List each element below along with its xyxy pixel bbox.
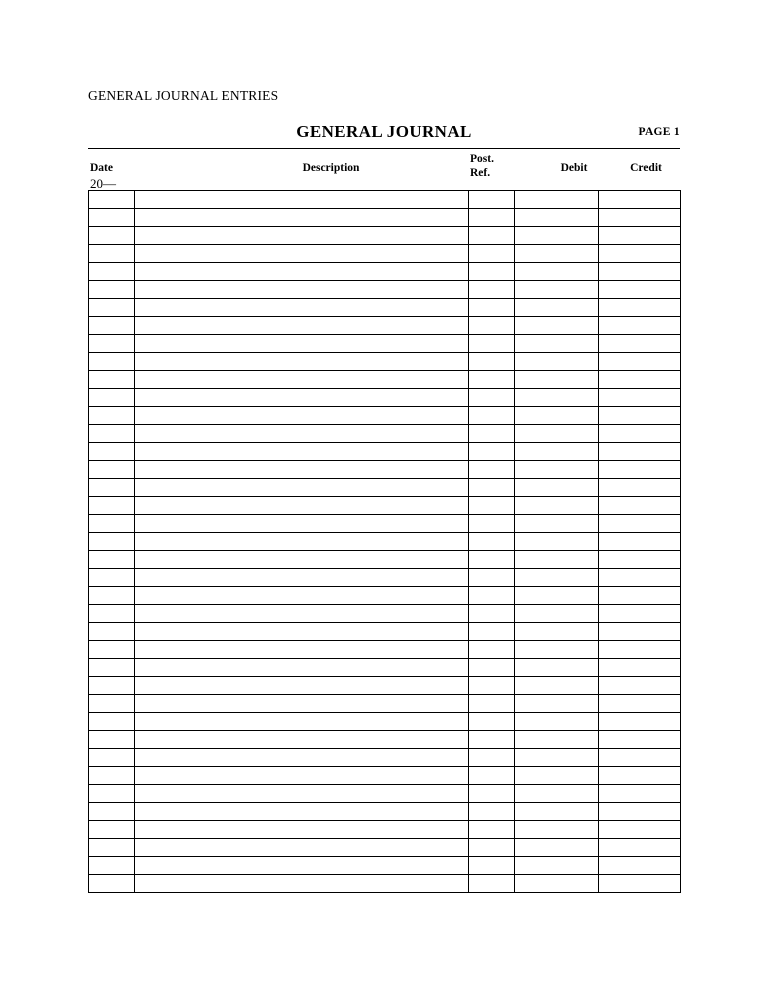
table-cell-description[interactable] xyxy=(135,857,469,875)
table-cell-description[interactable] xyxy=(135,461,469,479)
table-cell-post-ref[interactable] xyxy=(469,749,515,767)
table-row[interactable] xyxy=(89,803,681,821)
table-row[interactable] xyxy=(89,767,681,785)
table-cell-post-ref[interactable] xyxy=(469,767,515,785)
table-cell-credit[interactable] xyxy=(599,749,681,767)
table-cell-debit[interactable] xyxy=(515,623,599,641)
table-cell-post-ref[interactable] xyxy=(469,317,515,335)
table-cell-date[interactable] xyxy=(89,749,135,767)
table-row[interactable] xyxy=(89,641,681,659)
table-cell-credit[interactable] xyxy=(599,695,681,713)
table-cell-date[interactable] xyxy=(89,803,135,821)
table-cell-post-ref[interactable] xyxy=(469,839,515,857)
table-cell-debit[interactable] xyxy=(515,227,599,245)
table-cell-post-ref[interactable] xyxy=(469,281,515,299)
table-cell-credit[interactable] xyxy=(599,299,681,317)
table-cell-debit[interactable] xyxy=(515,605,599,623)
table-cell-credit[interactable] xyxy=(599,569,681,587)
table-cell-debit[interactable] xyxy=(515,407,599,425)
table-cell-credit[interactable] xyxy=(599,875,681,893)
table-cell-description[interactable] xyxy=(135,335,469,353)
table-cell-description[interactable] xyxy=(135,425,469,443)
table-cell-post-ref[interactable] xyxy=(469,209,515,227)
table-cell-date[interactable] xyxy=(89,569,135,587)
table-cell-post-ref[interactable] xyxy=(469,263,515,281)
table-cell-post-ref[interactable] xyxy=(469,821,515,839)
table-cell-debit[interactable] xyxy=(515,299,599,317)
table-cell-credit[interactable] xyxy=(599,245,681,263)
title-row xyxy=(88,122,680,144)
table-cell-date[interactable] xyxy=(89,209,135,227)
table-row[interactable] xyxy=(89,695,681,713)
year-prefix-label: 20— xyxy=(90,176,116,191)
table-row[interactable] xyxy=(89,677,681,695)
table-cell-post-ref[interactable] xyxy=(469,605,515,623)
table-cell-debit[interactable] xyxy=(515,317,599,335)
table-cell-debit[interactable] xyxy=(515,461,599,479)
table-cell-debit[interactable] xyxy=(515,695,599,713)
table-cell-debit[interactable] xyxy=(515,713,599,731)
table-cell-date[interactable] xyxy=(89,785,135,803)
table-cell-credit[interactable] xyxy=(599,317,681,335)
table-cell-post-ref[interactable] xyxy=(469,857,515,875)
table-cell-credit[interactable] xyxy=(599,389,681,407)
table-cell-debit[interactable] xyxy=(515,245,599,263)
table-row[interactable] xyxy=(89,785,681,803)
table-cell-post-ref[interactable] xyxy=(469,227,515,245)
table-cell-credit[interactable] xyxy=(599,857,681,875)
table-cell-post-ref[interactable] xyxy=(469,569,515,587)
table-cell-description[interactable] xyxy=(135,551,469,569)
table-cell-post-ref[interactable] xyxy=(469,461,515,479)
table-cell-date[interactable] xyxy=(89,839,135,857)
table-cell-post-ref[interactable] xyxy=(469,335,515,353)
table-cell-description[interactable] xyxy=(135,731,469,749)
table-cell-credit[interactable] xyxy=(599,335,681,353)
table-cell-debit[interactable] xyxy=(515,569,599,587)
table-cell-debit[interactable] xyxy=(515,803,599,821)
table-cell-debit[interactable] xyxy=(515,515,599,533)
table-cell-post-ref[interactable] xyxy=(469,587,515,605)
table-row[interactable] xyxy=(89,245,681,263)
table-cell-description[interactable] xyxy=(135,407,469,425)
table-row[interactable] xyxy=(89,515,681,533)
page-number-label: PAGE 1 xyxy=(638,126,680,138)
table-cell-credit[interactable] xyxy=(599,353,681,371)
table-cell-credit[interactable] xyxy=(599,461,681,479)
table-cell-debit[interactable] xyxy=(515,335,599,353)
table-cell-date[interactable] xyxy=(89,533,135,551)
table-cell-date[interactable] xyxy=(89,641,135,659)
table-cell-description[interactable] xyxy=(135,803,469,821)
table-cell-credit[interactable] xyxy=(599,407,681,425)
table-cell-credit[interactable] xyxy=(599,443,681,461)
table-cell-description[interactable] xyxy=(135,389,469,407)
table-cell-credit[interactable] xyxy=(599,821,681,839)
table-cell-credit[interactable] xyxy=(599,839,681,857)
table-cell-debit[interactable] xyxy=(515,587,599,605)
table-cell-description[interactable] xyxy=(135,767,469,785)
table-cell-post-ref[interactable] xyxy=(469,875,515,893)
table-cell-debit[interactable] xyxy=(515,389,599,407)
table-cell-date[interactable] xyxy=(89,713,135,731)
table-cell-date[interactable] xyxy=(89,299,135,317)
column-header-date: Date xyxy=(90,162,113,174)
table-cell-post-ref[interactable] xyxy=(469,623,515,641)
table-cell-date[interactable] xyxy=(89,695,135,713)
column-headers xyxy=(88,150,680,190)
table-cell-date[interactable] xyxy=(89,407,135,425)
table-cell-debit[interactable] xyxy=(515,677,599,695)
table-cell-date[interactable] xyxy=(89,263,135,281)
table-row[interactable] xyxy=(89,353,681,371)
table-cell-post-ref[interactable] xyxy=(469,353,515,371)
table-cell-description[interactable] xyxy=(135,209,469,227)
table-cell-debit[interactable] xyxy=(515,281,599,299)
table-row[interactable] xyxy=(89,623,681,641)
table-cell-credit[interactable] xyxy=(599,371,681,389)
table-row[interactable] xyxy=(89,317,681,335)
table-cell-credit[interactable] xyxy=(599,533,681,551)
table-cell-credit[interactable] xyxy=(599,767,681,785)
column-header-credit: Credit xyxy=(630,162,662,174)
table-cell-debit[interactable] xyxy=(515,191,599,209)
table-row[interactable] xyxy=(89,857,681,875)
table-cell-date[interactable] xyxy=(89,875,135,893)
table-cell-debit[interactable] xyxy=(515,551,599,569)
table-row[interactable] xyxy=(89,407,681,425)
table-row[interactable] xyxy=(89,479,681,497)
table-cell-credit[interactable] xyxy=(599,551,681,569)
table-cell-description[interactable] xyxy=(135,443,469,461)
table-cell-description[interactable] xyxy=(135,191,469,209)
table-row[interactable] xyxy=(89,299,681,317)
table-cell-debit[interactable] xyxy=(515,767,599,785)
table-row[interactable] xyxy=(89,497,681,515)
table-cell-date[interactable] xyxy=(89,605,135,623)
table-cell-post-ref[interactable] xyxy=(469,515,515,533)
table-cell-debit[interactable] xyxy=(515,857,599,875)
table-cell-post-ref[interactable] xyxy=(469,659,515,677)
table-cell-credit[interactable] xyxy=(599,497,681,515)
table-cell-description[interactable] xyxy=(135,839,469,857)
table-cell-date[interactable] xyxy=(89,821,135,839)
table-cell-date[interactable] xyxy=(89,371,135,389)
table-cell-credit[interactable] xyxy=(599,659,681,677)
table-cell-post-ref[interactable] xyxy=(469,551,515,569)
table-row[interactable] xyxy=(89,605,681,623)
table-cell-date[interactable] xyxy=(89,677,135,695)
table-cell-date[interactable] xyxy=(89,857,135,875)
table-cell-description[interactable] xyxy=(135,875,469,893)
table-cell-description[interactable] xyxy=(135,641,469,659)
table-cell-post-ref[interactable] xyxy=(469,731,515,749)
table-cell-post-ref[interactable] xyxy=(469,785,515,803)
table-cell-credit[interactable] xyxy=(599,425,681,443)
table-cell-credit[interactable] xyxy=(599,587,681,605)
table-cell-date[interactable] xyxy=(89,551,135,569)
table-cell-description[interactable] xyxy=(135,353,469,371)
table-cell-description[interactable] xyxy=(135,281,469,299)
table-cell-debit[interactable] xyxy=(515,821,599,839)
table-row[interactable] xyxy=(89,875,681,893)
table-row[interactable] xyxy=(89,821,681,839)
table-cell-debit[interactable] xyxy=(515,533,599,551)
table-cell-post-ref[interactable] xyxy=(469,191,515,209)
table-cell-post-ref[interactable] xyxy=(469,425,515,443)
table-row[interactable] xyxy=(89,839,681,857)
table-cell-credit[interactable] xyxy=(599,785,681,803)
table-cell-post-ref[interactable] xyxy=(469,479,515,497)
table-cell-credit[interactable] xyxy=(599,713,681,731)
table-cell-date[interactable] xyxy=(89,353,135,371)
table-cell-date[interactable] xyxy=(89,245,135,263)
table-cell-description[interactable] xyxy=(135,227,469,245)
table-cell-post-ref[interactable] xyxy=(469,245,515,263)
table-cell-description[interactable] xyxy=(135,605,469,623)
table-cell-debit[interactable] xyxy=(515,731,599,749)
table-cell-description[interactable] xyxy=(135,695,469,713)
table-cell-description[interactable] xyxy=(135,497,469,515)
table-cell-description[interactable] xyxy=(135,515,469,533)
table-cell-credit[interactable] xyxy=(599,515,681,533)
table-cell-post-ref[interactable] xyxy=(469,443,515,461)
table-cell-date[interactable] xyxy=(89,767,135,785)
table-cell-credit[interactable] xyxy=(599,605,681,623)
table-row[interactable] xyxy=(89,281,681,299)
table-cell-credit[interactable] xyxy=(599,641,681,659)
table-row[interactable] xyxy=(89,263,681,281)
table-cell-description[interactable] xyxy=(135,245,469,263)
column-header-debit: Debit xyxy=(560,162,588,174)
table-cell-debit[interactable] xyxy=(515,209,599,227)
table-row[interactable] xyxy=(89,749,681,767)
table-cell-credit[interactable] xyxy=(599,227,681,245)
table-cell-description[interactable] xyxy=(135,713,469,731)
table-row[interactable] xyxy=(89,227,681,245)
table-cell-description[interactable] xyxy=(135,677,469,695)
table-cell-credit[interactable] xyxy=(599,803,681,821)
table-cell-date[interactable] xyxy=(89,497,135,515)
table-cell-credit[interactable] xyxy=(599,677,681,695)
table-cell-date[interactable] xyxy=(89,659,135,677)
column-header-description: Description xyxy=(302,162,360,174)
table-cell-credit[interactable] xyxy=(599,209,681,227)
table-cell-credit[interactable] xyxy=(599,731,681,749)
table-row[interactable] xyxy=(89,191,681,209)
table-cell-debit[interactable] xyxy=(515,371,599,389)
journal-entry-table xyxy=(88,190,681,893)
title-divider xyxy=(88,148,680,149)
table-row[interactable] xyxy=(89,713,681,731)
table-row[interactable] xyxy=(89,209,681,227)
table-row[interactable] xyxy=(89,461,681,479)
table-cell-description[interactable] xyxy=(135,371,469,389)
table-cell-post-ref[interactable] xyxy=(469,497,515,515)
table-cell-date[interactable] xyxy=(89,425,135,443)
table-cell-date[interactable] xyxy=(89,335,135,353)
table-cell-debit[interactable] xyxy=(515,839,599,857)
table-cell-debit[interactable] xyxy=(515,479,599,497)
table-cell-description[interactable] xyxy=(135,533,469,551)
table-row[interactable] xyxy=(89,731,681,749)
table-cell-post-ref[interactable] xyxy=(469,803,515,821)
table-cell-date[interactable] xyxy=(89,317,135,335)
table-cell-post-ref[interactable] xyxy=(469,407,515,425)
table-cell-description[interactable] xyxy=(135,587,469,605)
table-cell-post-ref[interactable] xyxy=(469,695,515,713)
table-cell-description[interactable] xyxy=(135,659,469,677)
table-cell-description[interactable] xyxy=(135,263,469,281)
table-cell-date[interactable] xyxy=(89,461,135,479)
table-cell-date[interactable] xyxy=(89,731,135,749)
table-row[interactable] xyxy=(89,425,681,443)
table-row[interactable] xyxy=(89,659,681,677)
table-cell-debit[interactable] xyxy=(515,785,599,803)
table-row[interactable] xyxy=(89,569,681,587)
table-cell-description[interactable] xyxy=(135,317,469,335)
table-row[interactable] xyxy=(89,443,681,461)
table-cell-date[interactable] xyxy=(89,191,135,209)
table-cell-debit[interactable] xyxy=(515,497,599,515)
table-cell-description[interactable] xyxy=(135,821,469,839)
table-cell-debit[interactable] xyxy=(515,425,599,443)
table-cell-date[interactable] xyxy=(89,623,135,641)
table-cell-debit[interactable] xyxy=(515,353,599,371)
table-cell-date[interactable] xyxy=(89,443,135,461)
table-cell-date[interactable] xyxy=(89,479,135,497)
table-cell-date[interactable] xyxy=(89,389,135,407)
table-cell-description[interactable] xyxy=(135,299,469,317)
table-cell-description[interactable] xyxy=(135,569,469,587)
table-cell-date[interactable] xyxy=(89,515,135,533)
table-cell-description[interactable] xyxy=(135,623,469,641)
table-cell-post-ref[interactable] xyxy=(469,389,515,407)
table-row[interactable] xyxy=(89,533,681,551)
table-cell-post-ref[interactable] xyxy=(469,533,515,551)
table-cell-date[interactable] xyxy=(89,281,135,299)
table-cell-credit[interactable] xyxy=(599,479,681,497)
page-title: GENERAL JOURNAL xyxy=(296,122,472,141)
table-cell-date[interactable] xyxy=(89,227,135,245)
table-cell-credit[interactable] xyxy=(599,281,681,299)
table-cell-description[interactable] xyxy=(135,749,469,767)
table-cell-post-ref[interactable] xyxy=(469,641,515,659)
table-cell-credit[interactable] xyxy=(599,623,681,641)
table-row[interactable] xyxy=(89,335,681,353)
table-cell-date[interactable] xyxy=(89,587,135,605)
table-cell-debit[interactable] xyxy=(515,641,599,659)
table-row[interactable] xyxy=(89,551,681,569)
journal-table-body xyxy=(89,191,681,893)
column-header-post-ref-2: Ref. xyxy=(470,167,491,179)
column-header-post-ref-1: Post. xyxy=(470,153,494,165)
table-cell-post-ref[interactable] xyxy=(469,299,515,317)
document-heading: GENERAL JOURNAL ENTRIES xyxy=(88,88,279,103)
table-cell-post-ref[interactable] xyxy=(469,713,515,731)
table-cell-credit[interactable] xyxy=(599,191,681,209)
table-cell-post-ref[interactable] xyxy=(469,677,515,695)
table-cell-description[interactable] xyxy=(135,479,469,497)
table-cell-debit[interactable] xyxy=(515,263,599,281)
table-row[interactable] xyxy=(89,389,681,407)
table-row[interactable] xyxy=(89,587,681,605)
table-cell-credit[interactable] xyxy=(599,263,681,281)
table-cell-debit[interactable] xyxy=(515,749,599,767)
table-cell-post-ref[interactable] xyxy=(469,371,515,389)
table-cell-debit[interactable] xyxy=(515,443,599,461)
table-cell-description[interactable] xyxy=(135,785,469,803)
table-cell-debit[interactable] xyxy=(515,659,599,677)
table-cell-debit[interactable] xyxy=(515,875,599,893)
table-row[interactable] xyxy=(89,371,681,389)
